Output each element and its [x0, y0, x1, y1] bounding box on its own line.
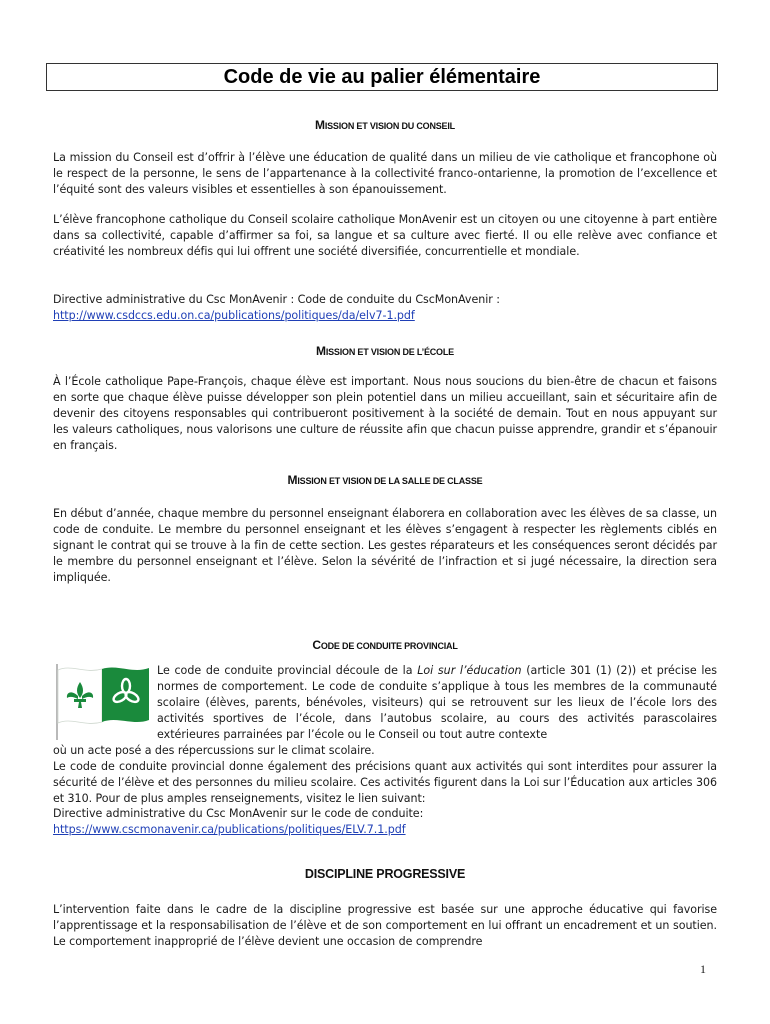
paragraph-mission-conseil-2: L’élève francophone catholique du Conseil scolaire catholique MonAvenir est un citoyen ou une citoyenne à part entière dans sa collectivité, capable d’affirmer sa foi, sa langue et sa culture avec fierté. Il ou elle relève avec confiance et créativité les nombreux défis qui lui offrent une société diversifiée, concurrentielle et mondiale. [53, 213, 717, 258]
directive-conseil-text: Directive administrative du Csc MonAvenir : Code de conduite du CscMonAvenir : [53, 293, 500, 306]
directive-provincial-text: Directive administrative du Csc MonAvenir sur le code de conduite: [53, 807, 424, 820]
paragraph-mission-ecole: À l’École catholique Pape-François, chaque élève est important. Nous nous soucions du bien-être de chacun et faisons en sorte que chaque élève puisse développer son plein potentiel dans un milieu accueillant, sain et sécuritaire afin de devenir des citoyens responsables qui contribueront positivement à la société de demain. Tout en nous appuyant sur les valeurs catholiques, nous valorisons une culture de réussite afin que chacun puisse apprendre, grandir et s’épanouir en français. [53, 375, 717, 452]
paragraph-mission-conseil-1: La mission du Conseil est d’offrir à l’élève une éducation de qualité dans un milieu de vie catholique et francophone où le respect de la personne, le sens de l’appartenance à la collectivité franco-ontarienne, la promotion de l’excellence et l’équité sont des valeurs visibles et essentielles à son épanouissement. [53, 151, 717, 196]
directive-conseil [53, 292, 717, 324]
code-provincial-text-before: Le code de conduite provincial découle de la [157, 664, 418, 677]
franco-ontarian-flag-icon [53, 660, 151, 742]
heading-rest: ISSION ET VISION DU CONSEIL [324, 121, 455, 131]
heading-cap: M [315, 118, 325, 132]
directive-provincial-link[interactable]: https://www.cscmonavenir.ca/publications/politiques/ELV.7.1.pdf [53, 822, 406, 836]
heading-cap: M [316, 344, 326, 358]
heading-code-provincial [0, 638, 770, 653]
heading-rest: ISSION ET VISION DE L’ÉCOLE [325, 347, 454, 357]
heading-mission-ecole [0, 344, 770, 359]
page-number: 1 [700, 962, 706, 976]
paragraph-code-provincial-2: Le code de conduite provincial donne également des précisions quant aux activités qui sont interdites pour assurer la sécurité de l’élève et des personnes du milieu scolaire. Ces activités figurent dans la Loi sur l’Éducation aux articles 306 et 310. Pour de plus amples renseignements, visitez le lien suivant: [53, 760, 717, 805]
heading-cap: C [312, 638, 321, 652]
loi-education-italic: Loi sur l’éducation [417, 664, 522, 677]
page-title: Code de vie au palier élémentaire [46, 63, 718, 91]
directive-provincial [53, 806, 717, 838]
paragraph-discipline: L’intervention faite dans le cadre de la discipline progressive est basée sur une approche éducative qui favorise l’apprentissage et la responsabilisation de l’élève et de son comportement en lui offrant un encadrement et un soutien. Le comportement inapproprié de l’élève devient une occasion de comprendre [53, 903, 717, 948]
heading-mission-conseil [0, 118, 770, 133]
paragraph-code-provincial-1 [157, 663, 717, 743]
paragraph-code-provincial-cont: où un acte posé a des répercussions sur le climat scolaire. [53, 744, 375, 757]
heading-cap: M [287, 473, 298, 487]
heading-mission-classe [0, 473, 770, 488]
code-provincial-text-after: (article 301 (1) (2)) et précise les normes de comportement. Le code de conduite s’applique à tous les membres de la communauté scolaire (élèves, parents, bénévoles, visiteurs) qui se retrouvent sur les lieux de l’école lors des activités sportives de l’école, dans l’autobus scolaire, au cours des activités parascolaires extérieures parrainées par l’école ou le Conseil ou tout autre contexte [157, 664, 718, 741]
heading-discipline-progressive: DISCIPLINE PROGRESSIVE [304, 867, 466, 881]
directive-conseil-link[interactable]: http://www.csdccs.edu.on.ca/publications/politiques/da/elv7-1.pdf [53, 308, 415, 322]
paragraph-mission-classe: En début d’année, chaque membre du personnel enseignant élaborera en collaboration avec les élèves de sa classe, un code de conduite. Le membre du personnel enseignant et les élèves s’engagent à respecter les règlements ciblés en signant le contrat qui se trouve à la fin de cette section. Les gestes réparateurs et les conséquences seront décidés par le membre du personnel enseignant et l’élève. Selon la sévérité de l’infraction et si jugé nécessaire, la direction sera impliquée. [53, 507, 717, 584]
heading-rest: ISSION ET VISION DE LA SALLE DE CLASSE [297, 476, 483, 486]
heading-rest: ODE DE CONDUITE PROVINCIAL [320, 641, 458, 651]
